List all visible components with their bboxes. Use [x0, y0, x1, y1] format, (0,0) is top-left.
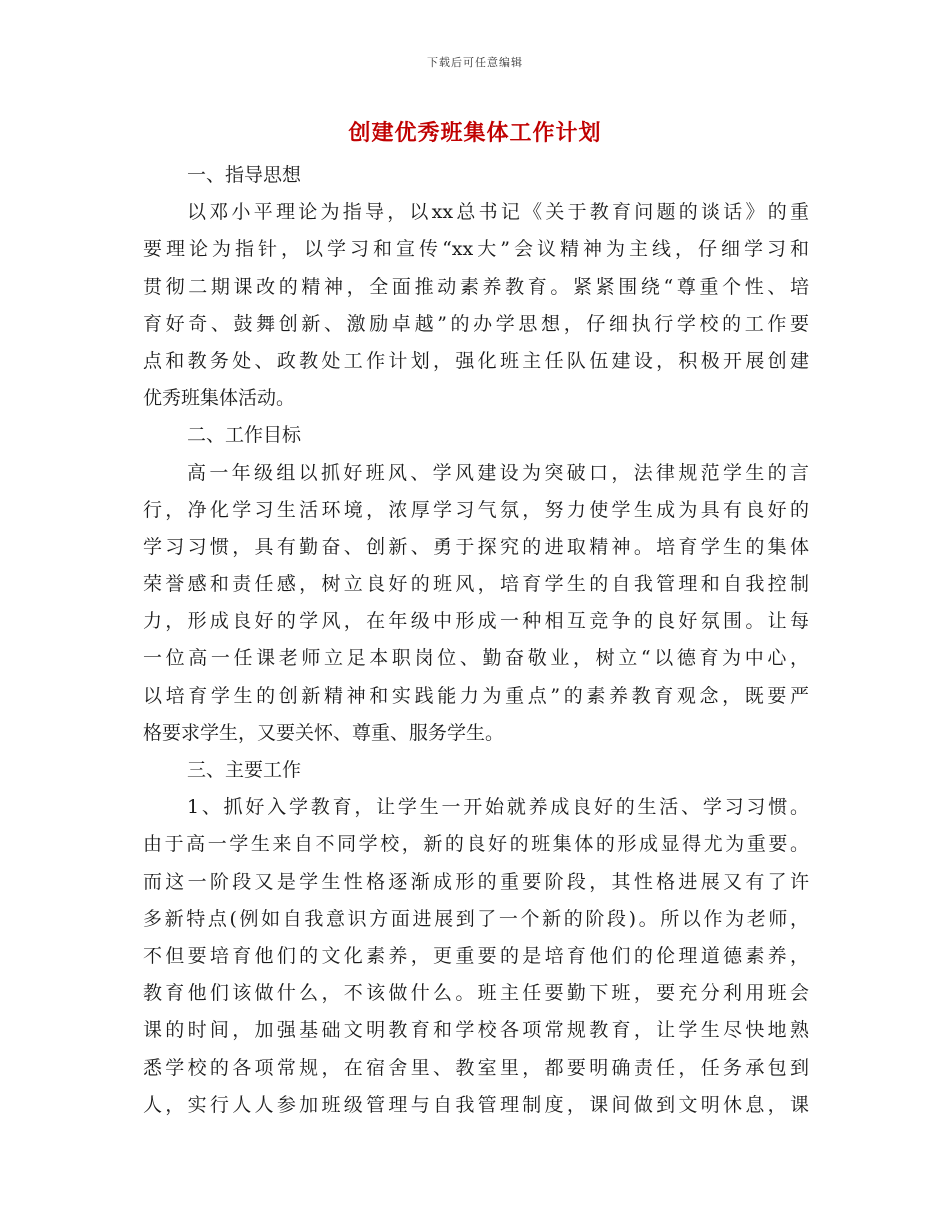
paragraph-line: 荣誉感和责任感，树立良好的班风，培育学生的自我管理和自我控制 [143, 573, 809, 596]
paragraph-line: 要理论为指针，以学习和宣传“xx大”会议精神为主线，仔细学习和 [143, 238, 809, 261]
paragraph-line: 优秀班集体活动。 [143, 387, 296, 410]
paragraph-line: 格要求学生，又要关怀、尊重、服务学生。 [143, 721, 505, 744]
paragraph-line: 以邓小平理论为指导，以xx总书记《关于教育问题的谈话》的重 [187, 201, 809, 224]
paragraph-line: 以培育学生的创新精神和实践能力为重点”的素养教育观念，既要严 [143, 684, 809, 707]
paragraph-line: 多新特点(例如自我意识方面进展到了一个新的阶段)。所以作为老师， [143, 907, 809, 930]
paragraph-line: 悉学校的各项常规，在宿舍里、教室里，都要明确责任，任务承包到 [143, 1056, 809, 1079]
paragraph-line: 教育他们该做什么，不该做什么。班主任要勤下班，要充分利用班会 [143, 982, 809, 1005]
paragraph-line: 由于高一学生来自不同学校，新的良好的班集体的形成显得尤为重要。 [143, 833, 809, 856]
paragraph-line: 育好奇、鼓舞创新、激励卓越”的办学思想，仔细执行学校的工作要 [143, 312, 809, 335]
paragraph-line: 课的时间，加强基础文明教育和学校各项常规教育，让学生尽快地熟 [143, 1019, 809, 1042]
paragraph-line: 学习习惯，具有勤奋、创新、勇于探究的进取精神。培育学生的集体 [143, 535, 809, 558]
paragraph-line: 不但要培育他们的文化素养，更重要的是培育他们的伦理道德素养， [143, 944, 809, 967]
paragraph-line: 1、抓好入学教育，让学生一开始就养成良好的生活、学习习惯。 [187, 796, 809, 819]
paragraph-line: 行，净化学习生活环境，浓厚学习气氛，努力使学生成为具有良好的 [143, 498, 809, 521]
paragraph-line: 一位高一任课老师立足本职岗位、勤奋敬业，树立“以德育为中心， [143, 647, 809, 670]
paragraph-line: 点和教务处、政教处工作计划，强化班主任队伍建设，积极开展创建 [143, 349, 809, 372]
paragraph-line: 而这一阶段又是学生性格逐渐成形的重要阶段，其性格进展又有了许 [143, 870, 809, 893]
section-heading: 一、指导思想 [187, 164, 302, 186]
section-heading: 三、主要工作 [187, 759, 302, 781]
paragraph-line: 高一年级组以抓好班风、学风建设为突破口，法律规范学生的言 [187, 461, 809, 484]
page-header-note: 下载后可任意编辑 [427, 56, 523, 69]
paragraph-line: 力，形成良好的学风，在年级中形成一种相互竞争的良好氛围。让每 [143, 610, 809, 633]
section-heading: 二、工作目标 [187, 424, 302, 447]
paragraph-line: 人，实行人人参加班级管理与自我管理制度，课间做到文明休息，课 [143, 1093, 809, 1116]
document-title: 创建优秀班集体工作计划 [348, 120, 602, 146]
document-body [143, 157, 809, 1124]
paragraph-line: 贯彻二期课改的精神，全面推动素养教育。紧紧围绕“尊重个性、培 [143, 275, 809, 298]
